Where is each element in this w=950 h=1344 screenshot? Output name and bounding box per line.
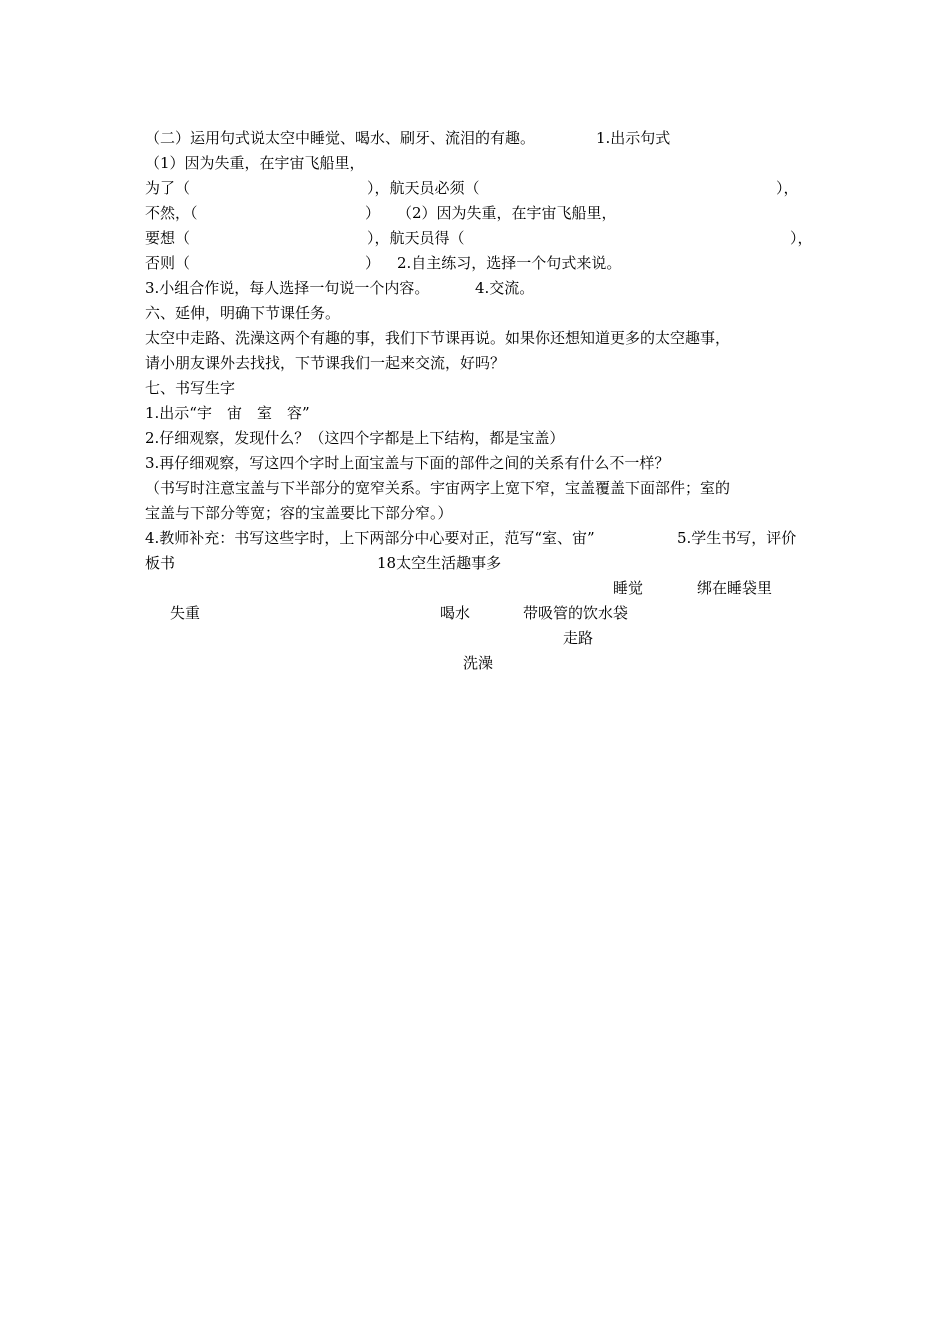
section2-step4: 4.交流。 [475,279,535,297]
board-bath: 洗澡 [463,654,494,672]
section7-item-1: 1.出示“宇 宙 室 容” [145,404,310,422]
pattern2-middle: ），航天员得（ [367,229,465,247]
sentence-pattern-1: （1）因为失重，在宇宙飞船里， [145,154,365,172]
section6-paragraph-2: 请小朋友课外去找找，下节课我们一起来交流，好吗？ [145,354,506,372]
section6-paragraph-1: 太空中走路、洗澡这两个有趣的事，我们下节课再说。如果你还想知道更多的太空趣事， [145,329,731,347]
pattern2-prefix: 要想（ [145,229,191,247]
board-drink: 喝水 [440,604,471,622]
pattern1-otherwise: 不然，（ [145,204,198,222]
board-drink-detail: 带吸管的饮水袋 [523,604,629,622]
section7-item-3: 3.再仔细观察，写这四个字时上面宝盖与下面的部件之间的关系有什么不一样？ [145,454,670,472]
section7-item-2: 2.仔细观察，发现什么？（这四个字都是上下结构，都是宝盖） [145,429,565,447]
board-weightless: 失重 [170,604,201,622]
pattern1-close: ） [365,204,381,222]
board-label: 板书 [145,554,176,572]
section7-note-2: 宝盖与下部分等宽；容的宝盖要比下部分窄。） [145,504,453,522]
board-walk: 走路 [563,629,594,647]
section2-step2: 2.自主练习，选择一个句式来说。 [397,254,622,272]
section7-item-4: 4.教师补充：书写这些字时，上下两部分中心要对正，范写“室、宙” [145,529,595,547]
section7-note-1: （书写时注意宝盖与下半部分的宽窄关系。宇宙两字上宽下窄，宝盖覆盖下面部件；室的 [145,479,731,497]
sentence-pattern-2: （2）因为失重，在宇宙飞船里， [397,204,617,222]
section2-step1: 1.出示句式 [596,129,671,147]
section2-title: （二）运用句式说太空中睡觉、喝水、刷牙、流泪的有趣。 [145,129,536,147]
board-sleep-detail: 绑在睡袋里 [697,579,773,597]
board-sleep: 睡觉 [613,579,644,597]
pattern2-end: ）， [790,229,813,247]
section2-step3: 3.小组合作说，每人选择一句说一个内容。 [145,279,430,297]
pattern1-prefix: 为了（ [145,179,191,197]
pattern2-close: ） [365,254,381,272]
section7-item-5: 5.学生书写，评价 [677,529,797,547]
board-title: 18太空生活趣事多 [377,554,502,572]
section7-heading: 七、书写生字 [145,379,236,397]
pattern2-otherwise: 否则（ [145,254,191,272]
pattern1-middle: ），航天员必须（ [367,179,480,197]
section2-line1 [145,128,535,148]
pattern1-end: ）， [776,179,799,197]
section6-heading: 六、延伸，明确下节课任务。 [145,304,341,322]
